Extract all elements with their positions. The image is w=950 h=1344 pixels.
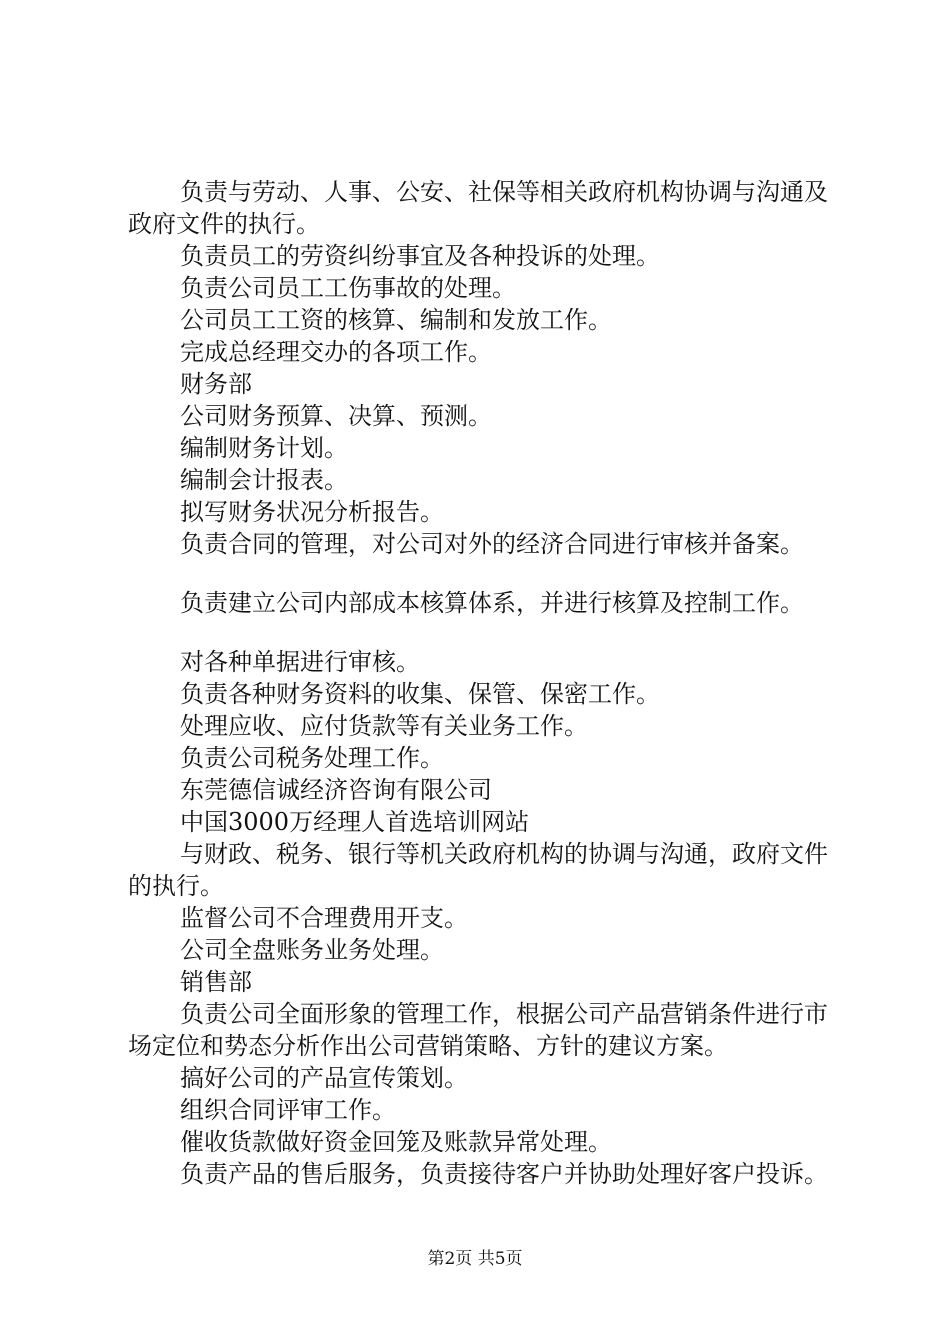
paragraph: 监督公司不合理费用开支。	[180, 904, 468, 932]
document-body	[128, 176, 848, 1190]
paragraph: 编制财务计划。	[180, 434, 348, 462]
paragraph: 公司全盘账务业务处理。	[180, 936, 444, 964]
section-heading-finance: 财务部	[180, 370, 252, 398]
paragraph: 对各种单据进行审核。	[180, 648, 420, 676]
paragraph: 与财政、税务、银行等机关政府机构的协调与沟通，政府文件的执行。	[128, 840, 828, 900]
paragraph: 负责公司员工工伤事故的处理。	[180, 274, 516, 302]
paragraph: 搞好公司的产品宣传策划。	[180, 1064, 468, 1092]
paragraph: 公司财务预算、决算、预测。	[180, 402, 492, 430]
paragraph: 负责与劳动、人事、公安、社保等相关政府机构协调与沟通及政府文件的执行。	[128, 178, 828, 238]
paragraph: 负责合同的管理，对公司对外的经济合同进行审核并备案。	[180, 530, 804, 558]
blank-line	[128, 560, 848, 587]
paragraph: 完成总经理交办的各项工作。	[180, 338, 492, 366]
page-number: 第2页 共5页	[427, 1249, 523, 1269]
paragraph: 组织合同评审工作。	[180, 1096, 396, 1124]
paragraph: 拟写财务状况分析报告。	[180, 498, 444, 526]
section-heading-sales: 销售部	[180, 968, 252, 996]
paragraph: 公司员工工资的核算、编制和发放工作。	[180, 306, 612, 334]
paragraph: 负责产品的售后服务，负责接待客户并协助处理好客户投诉。	[180, 1160, 828, 1188]
watermark-company: 东莞德信诚经济咨询有限公司	[180, 776, 492, 804]
paragraph: 催收货款做好资金回笼及账款异常处理。	[180, 1128, 612, 1156]
paragraph: 负责公司税务处理工作。	[180, 744, 444, 772]
paragraph: 负责各种财务资料的收集、保管、保密工作。	[180, 680, 660, 708]
paragraph: 负责公司全面形象的管理工作，根据公司产品营销条件进行市场定位和势态分析作出公司营销策略、方针的建议方案。	[128, 1000, 828, 1060]
paragraph: 负责建立公司内部成本核算体系，并进行核算及控制工作。	[180, 589, 804, 617]
paragraph: 处理应收、应付货款等有关业务工作。	[180, 712, 588, 740]
watermark-slogan: 中国3000万经理人首选培训网站	[180, 808, 530, 836]
blank-line	[128, 619, 848, 646]
paragraph: 负责员工的劳资纠纷事宜及各种投诉的处理。	[180, 242, 660, 270]
paragraph: 编制会计报表。	[180, 466, 348, 494]
